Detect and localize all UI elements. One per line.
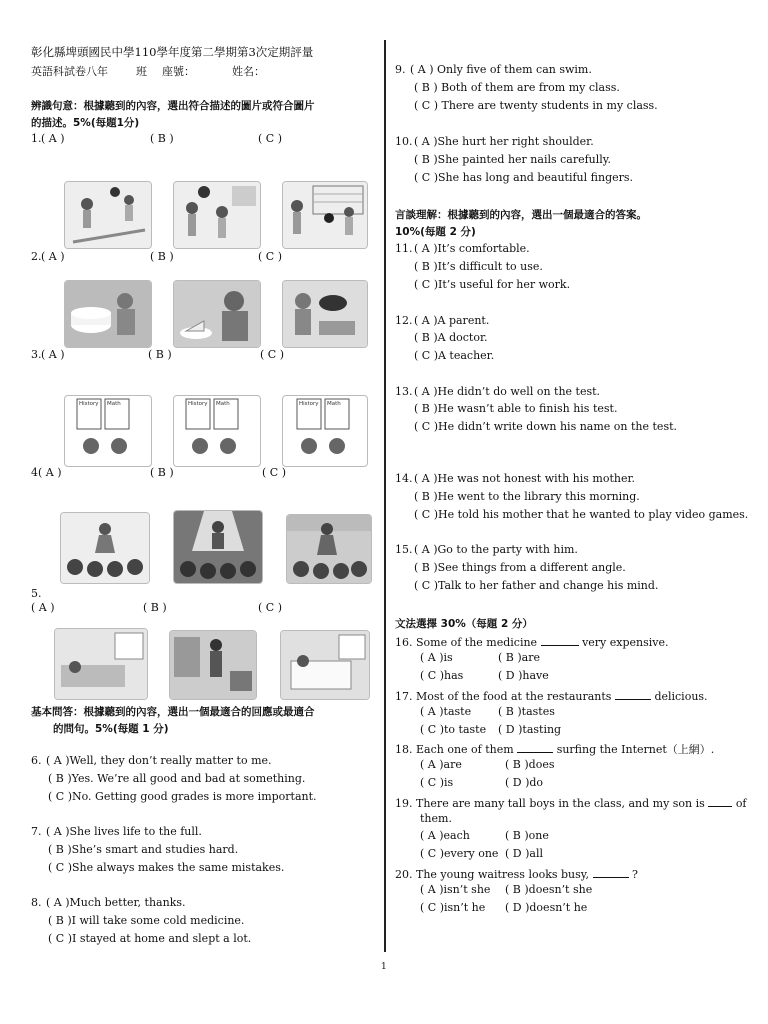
question-number: 6.	[31, 754, 42, 767]
section-heading: 辨識句意：根據聽到的內容，選出符合描述的圖片或符合圖片	[31, 100, 315, 112]
question-stem: ?	[632, 868, 638, 881]
answer-option: ( A )He didn’t do well on the test.	[414, 385, 601, 398]
question-stem-continued: them.	[420, 812, 452, 825]
question-number: 5.	[31, 587, 42, 600]
section-heading: 的問句。5%(每題 1 分)	[53, 723, 169, 735]
answer-option: ( B )He wasn’t able to finish his test.	[414, 402, 618, 415]
answer-option: ( A )He was not honest with his mother.	[414, 472, 636, 485]
question-stem: The young waitress looks busy,	[416, 868, 590, 881]
answer-option: ( B )one	[505, 829, 549, 842]
answer-option: ( B )It’s difficult to use.	[414, 260, 543, 273]
picture-cake-c	[282, 280, 368, 348]
question-stem: Some of the medicine	[416, 636, 538, 649]
question-number: 7.	[31, 825, 42, 838]
name-label: 姓名：	[232, 65, 265, 78]
answer-option: ( C )to taste	[420, 723, 487, 736]
answer-option: ( B )See things from a different angle.	[414, 561, 626, 574]
answer-option: ( A )isn’t she	[420, 883, 491, 896]
question-number: 20.	[395, 868, 413, 881]
question-number: 1.	[31, 132, 42, 145]
answer-option: ( B )I will take some cold medicine.	[48, 914, 245, 927]
answer-option: ( A )Go to the party with him.	[414, 543, 578, 556]
question-number: 12.	[395, 314, 413, 327]
answer-option: ( B )She’s smart and studies hard.	[48, 843, 239, 856]
answer-option: ( C )It’s useful for her work.	[414, 278, 571, 291]
section-heading: 基本問答：根據聽到的內容，選出一個最適合的回應或最適合	[31, 706, 315, 718]
answer-blank	[541, 634, 579, 646]
grammar-question	[395, 688, 708, 703]
answer-option: ( C )every one	[420, 847, 499, 860]
picture-cake-b	[173, 280, 261, 348]
question-stem: very expensive.	[582, 636, 669, 649]
grammar-question	[395, 866, 638, 881]
grammar-question	[395, 741, 714, 757]
question-number: 19.	[395, 797, 413, 810]
answer-option: ( B )He went to the library this morning.	[414, 490, 640, 503]
picture-stage-b	[173, 510, 263, 584]
answer-option: ( B ) Both of them are from my class.	[414, 81, 620, 94]
picture-stage-c	[286, 514, 372, 584]
answer-option: ( B )does	[505, 758, 555, 771]
option-label: ( A )	[31, 601, 55, 614]
subject-label: 英語科試卷八年	[31, 65, 108, 78]
answer-option: ( A )She lives life to the full.	[46, 825, 202, 838]
answer-option: ( D )doesn’t he	[505, 901, 588, 914]
answer-option: ( A )It’s comfortable.	[414, 242, 530, 255]
answer-option: ( D )have	[498, 669, 549, 682]
answer-option: ( C )She has long and beautiful fingers.	[414, 171, 634, 184]
option-label: ( B )	[150, 466, 174, 479]
picture-ball-game-b	[173, 181, 261, 249]
question-number: 8.	[31, 896, 42, 909]
answer-option: ( C )is	[420, 776, 454, 789]
question-number: 18.	[395, 743, 413, 756]
answer-option: ( C )She always makes the same mistakes.	[48, 861, 285, 874]
answer-option: ( B )Yes. We’re all good and bad at something.	[48, 772, 306, 785]
answer-option: ( A ) Only five of them can swim.	[410, 63, 592, 76]
column-divider	[384, 40, 386, 952]
option-label: ( C )	[260, 348, 284, 361]
picture-report-card-c	[282, 395, 368, 467]
answer-option: ( C )He didn’t write down his name on the test.	[414, 420, 678, 433]
section-heading: 的描述。5%(每題1分)	[31, 117, 140, 129]
picture-cake-a	[64, 280, 152, 348]
picture-report-card-a	[64, 395, 152, 467]
option-label: ( C )	[258, 132, 282, 145]
answer-option: ( A )She hurt her right shoulder.	[414, 135, 594, 148]
history-chart-label: History	[188, 401, 208, 407]
option-label: ( B )	[148, 348, 172, 361]
answer-option: ( B )doesn’t she	[505, 883, 593, 896]
answer-option: ( B )are	[498, 651, 540, 664]
section-heading: 文法選擇 30%（每題 2 分）	[395, 618, 533, 630]
option-label: ( C )	[258, 250, 282, 263]
question-number: 4	[31, 466, 38, 479]
answer-option: ( A )each	[420, 829, 470, 842]
answer-option: ( B )She painted her nails carefully.	[414, 153, 612, 166]
answer-option: ( A )Much better, thanks.	[46, 896, 186, 909]
answer-option: ( C )isn’t he	[420, 901, 486, 914]
picture-report-card-b	[173, 395, 261, 467]
class-label: 班	[136, 65, 147, 78]
answer-blank	[708, 795, 732, 807]
question-number: 11.	[395, 242, 413, 255]
picture-bedroom-b	[169, 630, 257, 700]
exam-title: 彰化縣埤頭國民中學110學年度第二學期第3次定期評量	[31, 45, 314, 59]
answer-blank	[615, 688, 651, 700]
question-number: 17.	[395, 690, 413, 703]
section-heading: 10%(每題 2 分)	[395, 226, 476, 238]
picture-bedroom-c	[280, 630, 370, 700]
option-label: ( A )	[41, 348, 65, 361]
answer-option: ( A )A parent.	[414, 314, 490, 327]
math-chart-label: Math	[107, 401, 121, 407]
question-number: 14.	[395, 472, 413, 485]
question-number: 10.	[395, 135, 413, 148]
answer-blank	[517, 741, 553, 753]
answer-option: ( A )Well, they don’t really matter to me.	[46, 754, 272, 767]
answer-option: ( D )do	[505, 776, 544, 789]
question-stem: Most of the food at the restaurants	[416, 690, 612, 703]
answer-option: ( C )A teacher.	[414, 349, 495, 362]
answer-option: ( C )has	[420, 669, 464, 682]
answer-option: ( C )Talk to her father and change his mind.	[414, 579, 659, 592]
answer-blank	[593, 866, 629, 878]
answer-option: ( C )He told his mother that he wanted to play video games.	[414, 508, 749, 521]
question-stem: There are many tall boys in the class, and my son is	[416, 797, 705, 810]
question-stem: surfing the Internet（上網）.	[556, 743, 715, 756]
option-label: ( A )	[38, 466, 62, 479]
option-label: ( B )	[150, 250, 174, 263]
section-heading: 言談理解：根據聽到的內容，選出一個最適合的答案。	[395, 209, 647, 221]
option-label: ( A )	[41, 132, 65, 145]
question-number: 9.	[395, 63, 406, 76]
answer-option: ( B )A doctor.	[414, 331, 488, 344]
question-number: 3.	[31, 348, 42, 361]
history-chart-label: History	[299, 401, 319, 407]
answer-option: ( C )I stayed at home and slept a lot.	[48, 932, 252, 945]
answer-option: ( D )tasting	[498, 723, 562, 736]
seat-label: 座號：	[162, 65, 195, 78]
picture-bedroom-a	[54, 628, 148, 700]
page-number: 1	[381, 962, 387, 972]
grammar-question	[395, 634, 669, 649]
question-number: 2.	[31, 250, 42, 263]
option-label: ( C )	[262, 466, 286, 479]
history-chart-label: History	[79, 401, 99, 407]
option-label: ( B )	[150, 132, 174, 145]
math-chart-label: Math	[216, 401, 230, 407]
question-stem: Each one of them	[416, 743, 514, 756]
answer-option: ( C ) There are twenty students in my class.	[414, 99, 658, 112]
option-label: ( A )	[41, 250, 65, 263]
answer-option: ( A )taste	[420, 705, 472, 718]
answer-option: ( A )is	[420, 651, 453, 664]
math-chart-label: Math	[327, 401, 341, 407]
question-number: 15.	[395, 543, 413, 556]
option-label: ( C )	[258, 601, 282, 614]
question-stem: of	[735, 797, 747, 810]
answer-option: ( A )are	[420, 758, 462, 771]
picture-ball-game-c	[282, 181, 368, 249]
grammar-question	[395, 795, 747, 810]
picture-stage-a	[60, 512, 150, 584]
answer-option: ( D )all	[505, 847, 543, 860]
question-number: 13.	[395, 385, 413, 398]
answer-option: ( C )No. Getting good grades is more important.	[48, 790, 317, 803]
answer-option: ( B )tastes	[498, 705, 555, 718]
question-number: 16.	[395, 636, 413, 649]
question-stem: delicious.	[654, 690, 708, 703]
option-label: ( B )	[143, 601, 167, 614]
picture-ball-game-a	[64, 181, 152, 249]
